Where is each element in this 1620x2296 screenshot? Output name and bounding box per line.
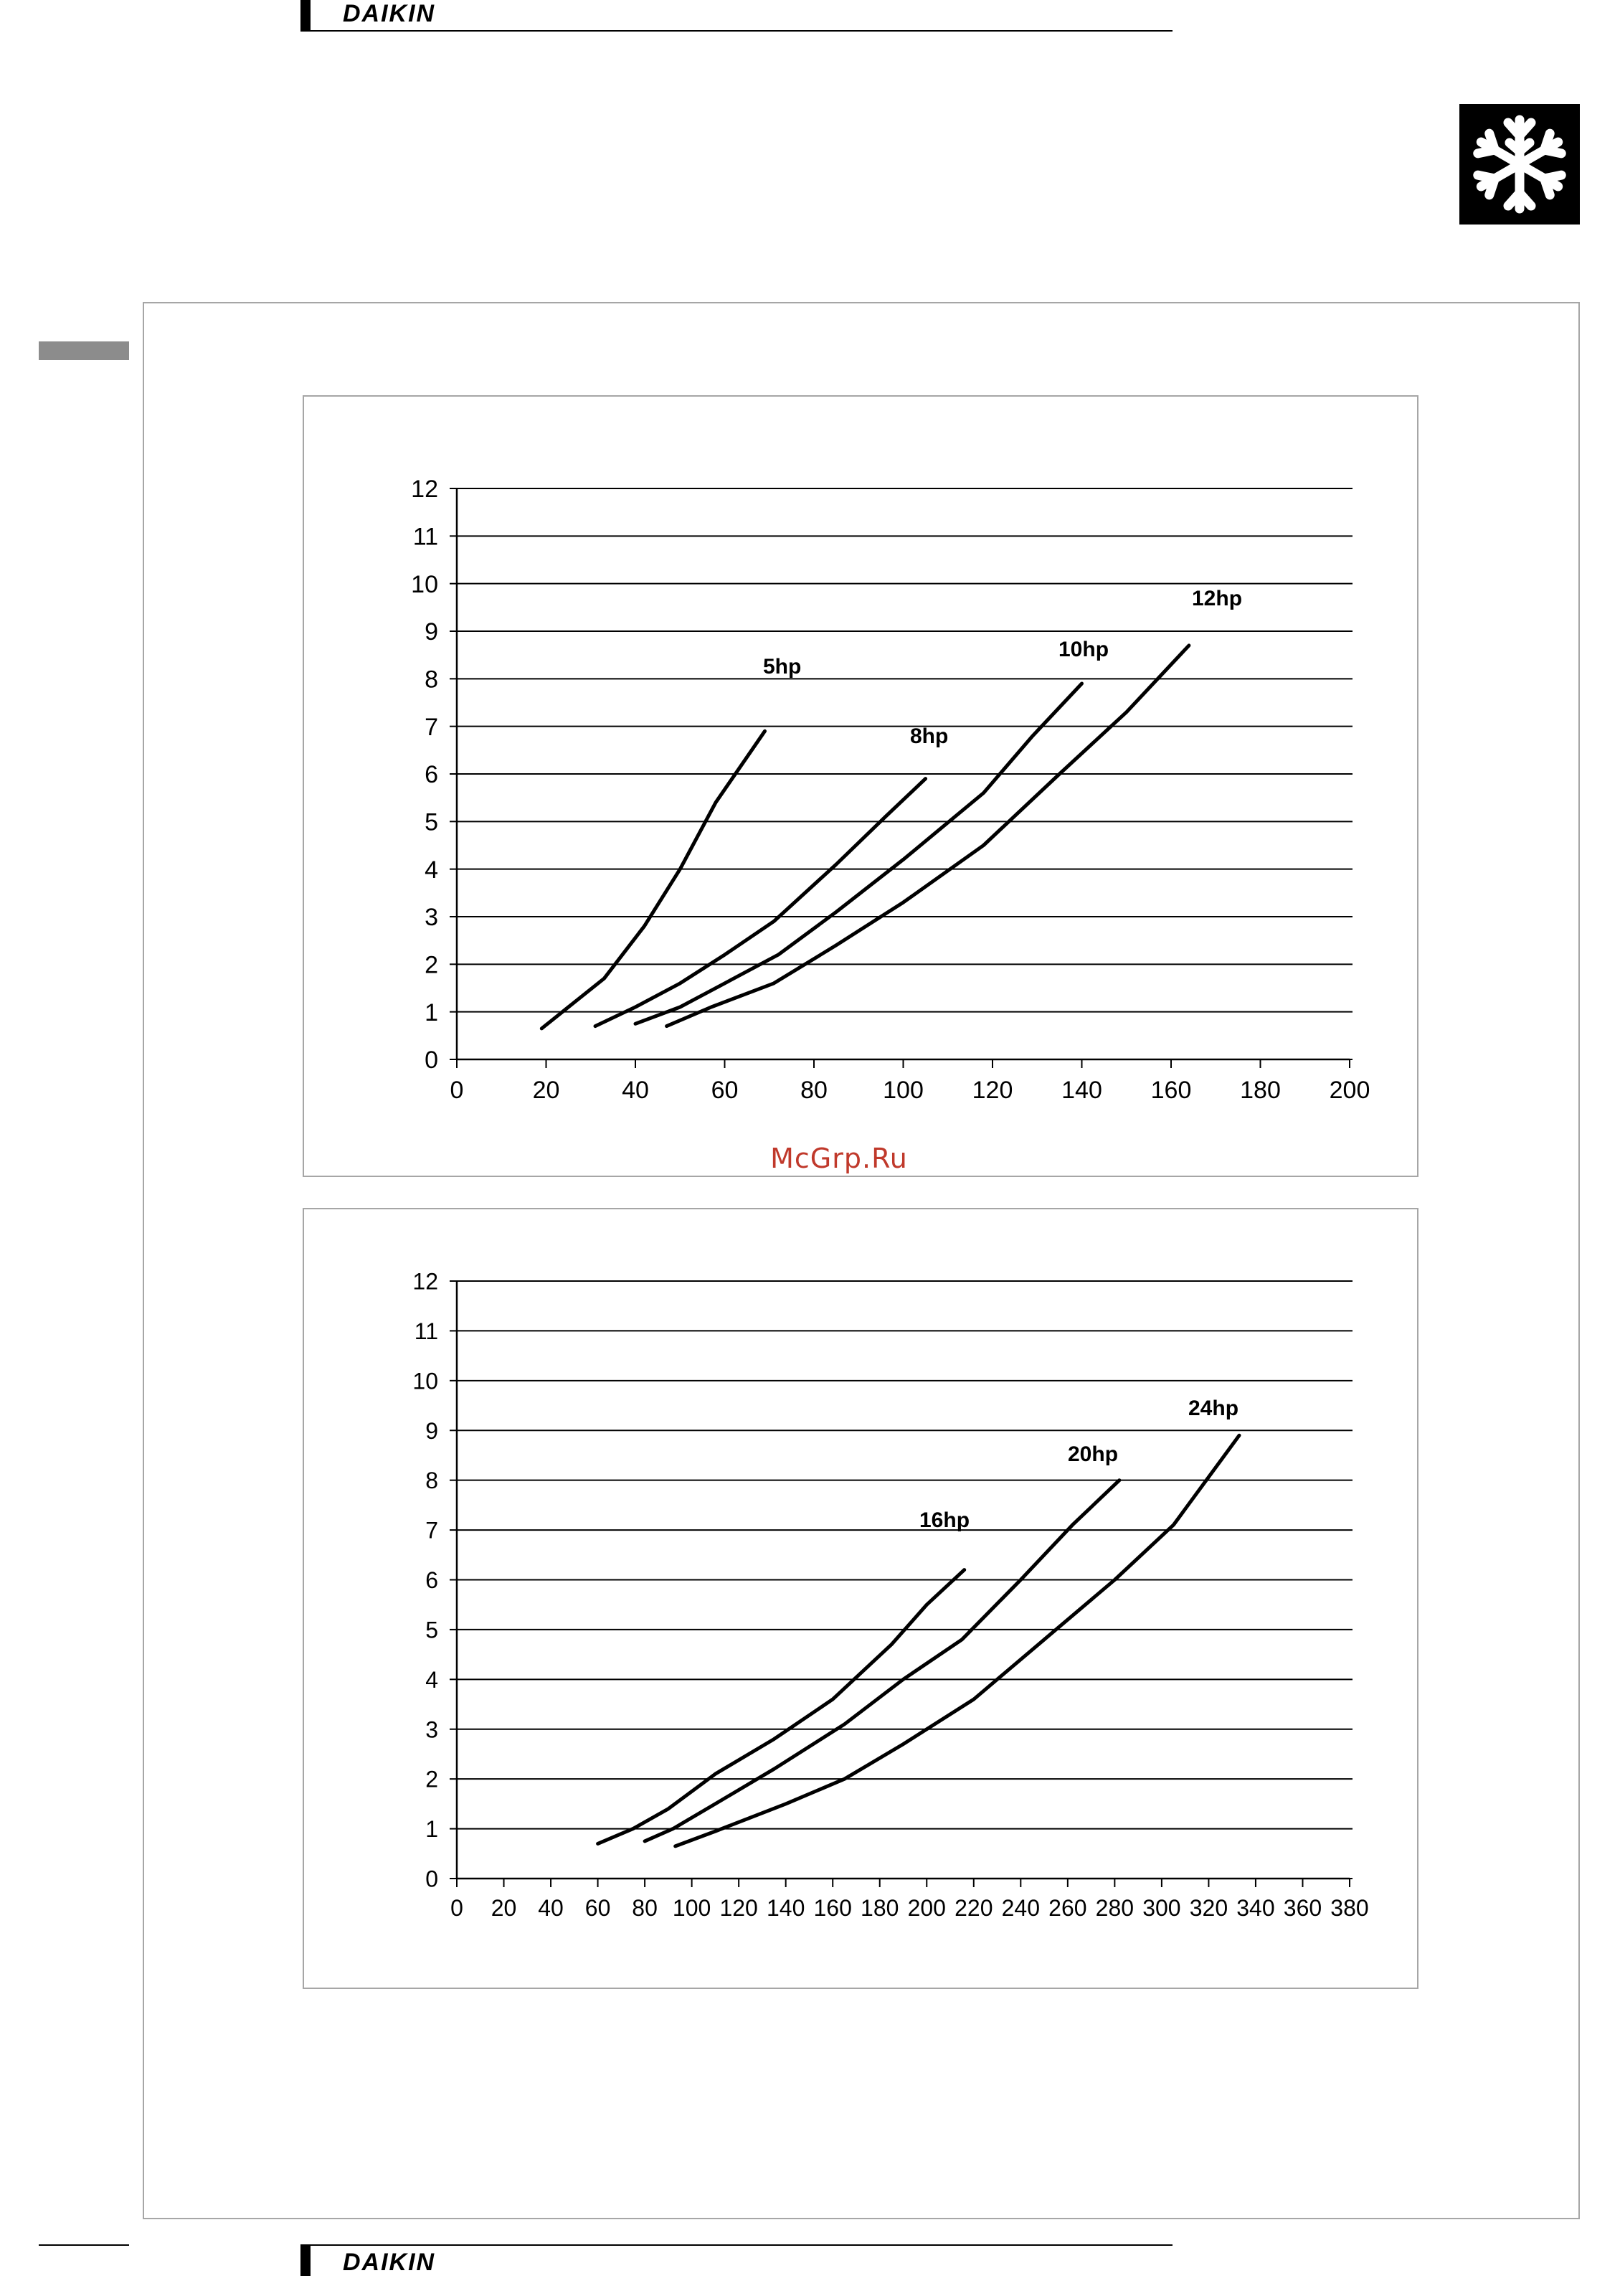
c1-y-tick-label: 4 [425, 856, 438, 884]
c1-x-tick-label: 200 [1329, 1077, 1370, 1104]
snowflake-icon [1459, 104, 1580, 225]
chart-1-container [303, 395, 1418, 1177]
c2-y-tick-label: 0 [425, 1866, 438, 1892]
c2-y-tick-label: 10 [412, 1368, 438, 1394]
c1-series-label-12hp: 12hp [1192, 587, 1243, 610]
c2-y-tick-label: 8 [425, 1468, 438, 1494]
header-rule [311, 30, 1173, 32]
footer-rule [311, 2244, 1173, 2246]
c2-x-tick-label: 60 [584, 1895, 611, 1921]
c1-y-tick-label: 2 [425, 951, 438, 979]
c2-y-tick-label: 6 [425, 1567, 438, 1594]
c2-x-tick-label: 300 [1142, 1895, 1181, 1921]
c2-y-tick-label: 3 [425, 1716, 438, 1743]
c2-x-tick-label: 360 [1283, 1895, 1322, 1921]
c1-x-tick-label: 60 [711, 1077, 739, 1104]
c2-x-tick-label: 200 [907, 1895, 946, 1921]
footer-brand-bar [300, 2244, 311, 2276]
chart-2-container [303, 1208, 1418, 1989]
c2-x-tick-label: 340 [1236, 1895, 1275, 1921]
c2-y-tick-label: 12 [412, 1268, 438, 1295]
header-brand-bar [300, 0, 311, 32]
c2-x-tick-label: 40 [538, 1895, 564, 1921]
c1-y-tick-label: 8 [425, 666, 438, 694]
c2-x-tick-label: 120 [719, 1895, 758, 1921]
c2-x-tick-label: 20 [491, 1895, 517, 1921]
c1-series-line-10hp [635, 684, 1082, 1024]
c2-series-line-20hp [645, 1480, 1119, 1841]
chart-2-svg [304, 1209, 1420, 1990]
c1-x-tick-label: 100 [883, 1077, 924, 1104]
c1-x-tick-label: 80 [800, 1077, 828, 1104]
c1-y-tick-label: 10 [411, 570, 438, 598]
c1-x-tick-label: 0 [450, 1077, 464, 1104]
c2-x-tick-label: 260 [1048, 1895, 1087, 1921]
c2-x-tick-label: 380 [1330, 1895, 1369, 1921]
c1-x-tick-label: 120 [972, 1077, 1013, 1104]
c1-y-tick-label: 7 [425, 713, 438, 741]
c1-y-tick-label: 5 [425, 808, 438, 836]
c2-x-tick-label: 320 [1189, 1895, 1228, 1921]
c1-y-tick-label: 3 [425, 904, 438, 932]
c1-y-tick-label: 11 [412, 523, 438, 551]
c2-y-tick-label: 2 [425, 1766, 438, 1792]
c1-x-tick-label: 20 [532, 1077, 560, 1104]
c1-x-tick-label: 160 [1150, 1077, 1192, 1104]
c2-x-tick-label: 0 [450, 1895, 463, 1921]
c2-x-tick-label: 160 [813, 1895, 852, 1921]
c1-x-tick-label: 140 [1061, 1077, 1102, 1104]
c2-x-tick-label: 240 [1001, 1895, 1041, 1921]
c2-series-label-16hp: 16hp [919, 1508, 970, 1532]
c2-y-tick-label: 7 [425, 1517, 438, 1544]
c2-series-label-24hp: 24hp [1188, 1397, 1239, 1420]
header-brand: DAIKIN [343, 0, 436, 27]
c2-x-tick-label: 220 [955, 1895, 993, 1921]
c1-y-tick-label: 12 [411, 476, 438, 504]
footer-brand: DAIKIN [343, 2249, 436, 2276]
c1-y-tick-label: 0 [425, 1047, 438, 1074]
c2-x-tick-label: 140 [766, 1895, 805, 1921]
c2-y-tick-label: 9 [425, 1417, 438, 1444]
section-tab-mark [39, 341, 129, 360]
c1-y-tick-label: 6 [425, 761, 438, 789]
watermark: McGrp.Ru [770, 1143, 908, 1174]
c2-x-tick-label: 80 [632, 1895, 658, 1921]
c1-x-tick-label: 40 [622, 1077, 649, 1104]
footer-left-rule [39, 2244, 129, 2246]
c2-x-tick-label: 100 [672, 1895, 711, 1921]
c2-y-tick-label: 4 [425, 1666, 438, 1693]
c2-series-label-20hp: 20hp [1068, 1442, 1119, 1466]
c1-series-line-12hp [667, 646, 1189, 1026]
chart-1-svg [304, 397, 1420, 1178]
c2-series-line-16hp [598, 1570, 965, 1844]
c2-y-tick-label: 5 [425, 1617, 438, 1643]
c1-series-line-5hp [541, 731, 764, 1029]
c2-x-tick-label: 180 [861, 1895, 899, 1921]
c2-y-tick-label: 1 [425, 1816, 438, 1843]
c1-y-tick-label: 9 [425, 618, 438, 646]
c1-series-label-8hp: 8hp [910, 724, 949, 748]
c1-y-tick-label: 1 [425, 998, 438, 1026]
c2-x-tick-label: 280 [1095, 1895, 1135, 1921]
c1-series-label-5hp: 5hp [763, 655, 802, 679]
c2-y-tick-label: 11 [414, 1318, 438, 1344]
c1-series-label-10hp: 10hp [1058, 638, 1109, 661]
c1-x-tick-label: 180 [1240, 1077, 1281, 1104]
